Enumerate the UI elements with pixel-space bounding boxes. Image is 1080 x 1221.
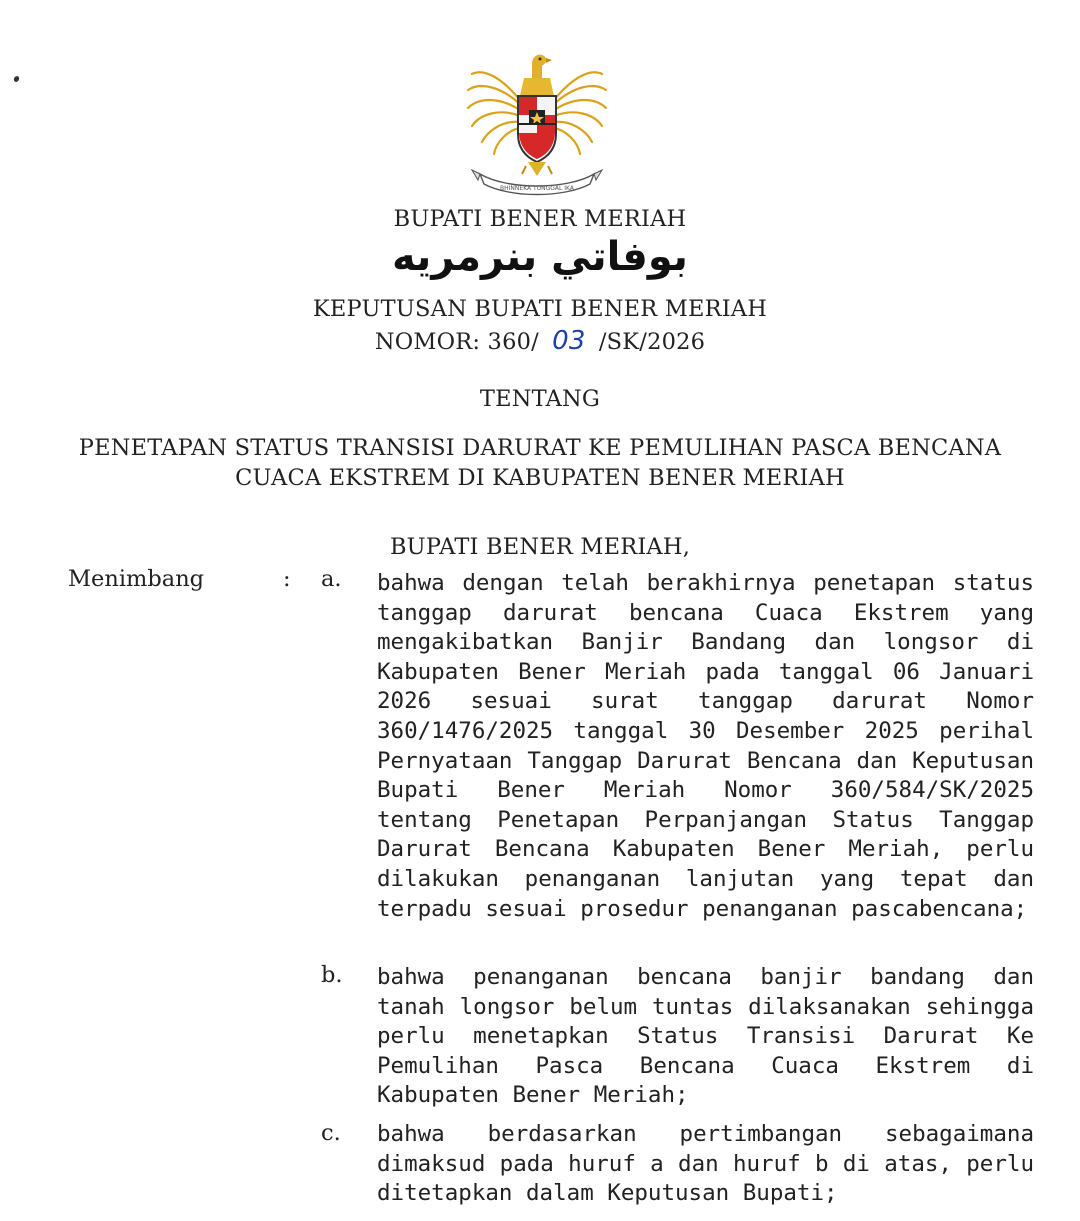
decree-number-handwritten: 03	[552, 326, 586, 356]
point-a-text: bahwa dengan telah berakhirnya penetapan status tanggap darurat bencana Cuaca Ekstrem yang mengakibatkan Banjir Bandang dan longsor di Kabupaten Bener Meriah pada tanggal 06 Januari 2026 sesuai surat tanggap darurat Nomor 360/1476/2025 tanggal 30 Desember 2025 perihal Pernyataan Tanggap Darurat Bencana dan Keputusan Bupati Bener Meriah Nomor 360/584/SK/2025 tentang Penetapan Perpanjangan Status Tanggap Darurat Bencana Kabupaten Bener Meriah, perlu dilakukan penanganan lanjutan yang tepat dan terpadu sesuai prosedur penanganan pascabencana;	[377, 570, 1034, 922]
jawi-official-title: بوفاتي بنرمريه	[392, 234, 688, 280]
scan-speck	[13, 75, 20, 83]
official-title: BUPATI BENER MERIAH	[393, 206, 687, 232]
point-b-text: bahwa penanganan bencana banjir bandang dan tanah longsor belum tuntas dilaksanakan sehingga perlu menetapkan Status Transisi Darurat Ke Pemulihan Pasca Bencana Cuaca Ekstrem di Kabupaten Bener Meriah;	[377, 964, 1034, 1109]
issuer: BUPATI BENER MERIAH,	[389, 534, 691, 560]
point-b-letter: b.	[321, 962, 343, 988]
decree-title: KEPUTUSAN BUPATI BENER MERIAH	[312, 296, 768, 322]
considering-separator: :	[283, 566, 291, 592]
about-label: TENTANG	[479, 386, 601, 412]
point-c-text: bahwa berdasarkan pertimbangan sebagaimana dimaksud pada huruf a dan huruf b di atas, perlu ditetapkan dalam Keputusan Bupati;	[377, 1121, 1034, 1207]
garuda-pancasila-emblem-icon	[462, 38, 612, 198]
subject-line-1: PENETAPAN STATUS TRANSISI DARURAT KE PEMULIHAN PASCA BENCANA	[78, 435, 1002, 461]
point-c-letter: c.	[321, 1120, 341, 1146]
decree-number-prefix: NOMOR: 360/	[374, 329, 539, 355]
decree-number-suffix: /SK/2026	[598, 329, 706, 355]
considering-label: Menimbang	[68, 566, 205, 592]
subject-line-2: CUACA EKSTREM DI KABUPATEN BENER MERIAH	[235, 465, 845, 491]
point-a-letter: a.	[321, 566, 342, 592]
emblem-ribbon-text: BHINNEKA TUNGGAL IKA	[500, 185, 574, 192]
decree-number	[0, 326, 1080, 356]
